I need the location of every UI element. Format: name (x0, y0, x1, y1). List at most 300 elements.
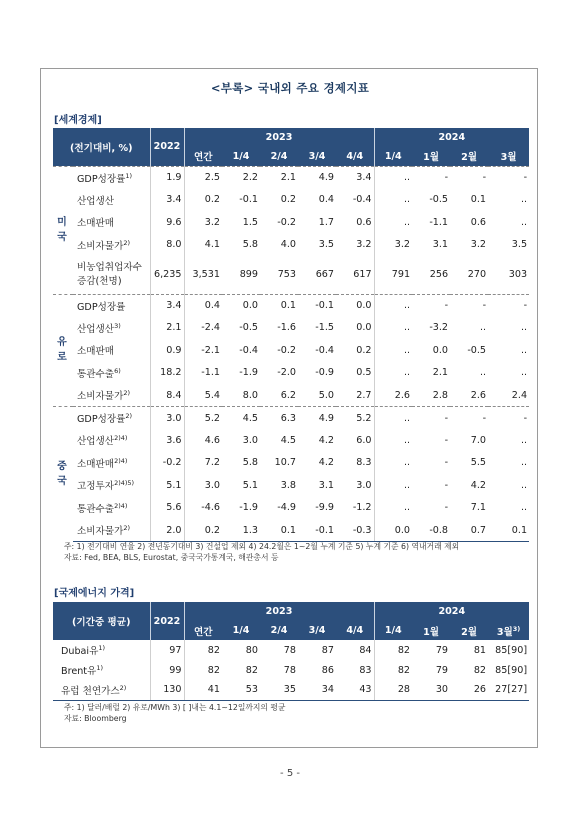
table-cell: 53 (222, 680, 260, 700)
energy-header-col-5 (374, 621, 412, 640)
table-cell: - (450, 407, 488, 430)
energy-header-col-text: 1월 (423, 626, 440, 638)
row-label-text: 소비자물가 (77, 391, 124, 402)
table-cell: 0.9 (150, 339, 184, 362)
table-cell: .. (374, 166, 412, 189)
table-cell: 2.6 (374, 384, 412, 407)
energy-header-2024: 2024 (374, 602, 529, 621)
energy-header-col-text: 2/4 (270, 625, 288, 636)
table-cell: 10.7 (274, 457, 296, 469)
table-cell: -0.8 (412, 519, 450, 542)
table-cell: -0.9 (315, 367, 334, 379)
table-cell: 78 (283, 644, 296, 656)
table-cell: 3.1 (318, 479, 334, 491)
energy-header-col-text: 4/4 (346, 625, 364, 636)
table-row (53, 429, 529, 452)
table-cell: 8.0 (242, 389, 258, 401)
table-cell: .. (374, 452, 412, 475)
table-cell: -9.9 (315, 502, 334, 514)
footnote-marker: 1) (96, 664, 103, 672)
table-cell: 83 (359, 664, 372, 676)
header-2023: 2023 (184, 128, 374, 147)
table-cell: 2.7 (356, 389, 372, 401)
table-cell: 34 (298, 680, 336, 700)
table-cell: 4.2 (470, 479, 487, 491)
table-cell: 82 (184, 640, 222, 660)
table-cell: -2.0 (277, 367, 296, 379)
table-cell: - (444, 457, 449, 469)
energy-source: 자료: Bloomberg (64, 714, 127, 723)
footnote-marker: 2) (119, 683, 127, 692)
table-cell: .. (374, 317, 412, 340)
table-cell: 0.1 (488, 519, 529, 542)
table-cell: 5.8 (242, 457, 258, 469)
world-source: 자료: Fed, BEA, BLS, Eurostat, 중국국가통계국, 해관총서 등 (64, 553, 279, 562)
energy-header-col-4 (336, 621, 374, 640)
table-cell: 0.0 (336, 294, 374, 317)
energy-header-col-0 (184, 621, 222, 640)
row-label-text: 비농업취업자수 (77, 261, 142, 273)
table-cell: 81 (473, 644, 487, 656)
table-cell: .. (520, 367, 528, 379)
table-cell: 0.0 (222, 294, 260, 317)
table-cell: - (488, 407, 529, 430)
table-cell: 5.8 (242, 239, 258, 251)
energy-header-col-3 (298, 621, 336, 640)
table-cell: 6,235 (150, 256, 184, 294)
header-2024: 2024 (374, 128, 529, 147)
row-label (73, 256, 150, 294)
table-cell: 82 (184, 660, 222, 680)
table-cell: 4.2 (318, 457, 334, 469)
footnote-marker: 3) (114, 321, 121, 330)
table-cell: -0.5 (239, 322, 258, 334)
table-cell: -0.4 (239, 344, 258, 356)
footnote-marker: 3) (512, 624, 521, 633)
table-cell: 82 (473, 664, 487, 676)
energy-header-col-text: 3월 (496, 626, 513, 638)
header-col-7: 2월 (450, 147, 488, 166)
table-row (53, 234, 529, 257)
table-cell: 4.5 (222, 407, 260, 430)
table-cell: 4.5 (280, 434, 296, 446)
row-label-text: 산업생산 (77, 323, 115, 335)
table-cell: 3.4 (150, 189, 184, 212)
footnote-marker: 2)4)5) (114, 479, 135, 488)
table-cell: 2.8 (432, 389, 449, 401)
table-cell: 3.8 (280, 479, 296, 491)
page-title: <부록> 국내외 주요 경제지표 (210, 81, 370, 95)
table-cell: 4.9 (298, 407, 336, 430)
row-label-text: GDP성장률 (77, 414, 126, 425)
row-label-text-line2: 증감(천명) (77, 275, 122, 287)
header-col-3: 3/4 (298, 147, 336, 166)
page-number: - 5 - (280, 768, 300, 779)
table-cell: -1.2 (352, 502, 372, 514)
table-cell: 82 (245, 664, 258, 676)
row-label-text: 산업생산 (77, 195, 115, 207)
world-footnote: 주: 1) 전기대비 연율 2) 전년동기대비 3) 건설업 제외 4) 24.2월은 1~2월 누계 기준 5) 누계 기준 6) 역내거래 제외 (64, 542, 460, 551)
table-cell: 1.7 (318, 216, 334, 228)
energy-header-col-text: 1/4 (232, 625, 250, 636)
table-cell: 0.1 (260, 294, 298, 317)
table-row (53, 294, 529, 317)
table-cell: - (488, 294, 529, 317)
table-row (53, 660, 529, 680)
table-cell: .. (374, 474, 412, 497)
table-cell: 0.7 (450, 519, 488, 542)
table-cell: - (412, 407, 450, 430)
table-cell: 97 (150, 640, 184, 660)
table-cell: 3.0 (242, 434, 258, 446)
table-cell: 18.2 (150, 362, 184, 385)
table-cell: .. (520, 434, 528, 446)
table-row (53, 339, 529, 362)
table-cell: 79 (435, 664, 449, 676)
table-cell: 791 (374, 256, 412, 294)
row-label (73, 189, 150, 212)
table-row (53, 519, 529, 542)
energy-header-col-1 (222, 621, 260, 640)
table-cell: 7.1 (470, 502, 487, 514)
table-cell: 7.0 (470, 434, 487, 446)
table-cell: .. (374, 429, 412, 452)
table-cell: .. (374, 294, 412, 317)
table-cell: 899 (239, 269, 258, 281)
table-cell: .. (374, 407, 412, 430)
table-cell: - (444, 434, 449, 446)
table-cell: -4.6 (184, 497, 222, 520)
table-cell: -0.2 (277, 344, 296, 356)
table-cell: 3.2 (184, 211, 222, 234)
table-cell: 5.4 (184, 384, 222, 407)
header-col-0: 연간 (184, 147, 222, 166)
energy-header-col-text: 연간 (193, 626, 213, 638)
table-cell: 4.9 (298, 166, 336, 189)
table-cell: - (488, 166, 529, 189)
table-cell: 2.1 (150, 317, 184, 340)
table-cell: .. (520, 502, 528, 514)
table-cell: 5.0 (318, 389, 334, 401)
table-cell: -0.1 (298, 519, 336, 542)
table-cell: - (450, 294, 488, 317)
table-cell: -0.5 (429, 194, 449, 206)
table-cell: 0.4 (318, 194, 334, 206)
table-cell: 0.5 (356, 367, 372, 379)
table-row (53, 256, 529, 294)
table-cell: 0.2 (356, 344, 372, 356)
row-label-text: 통관수출 (77, 368, 115, 380)
energy-footnote: 주: 1) 달러/배럴 2) 유로/MWh 3) [ ]내는 4.1~12일까지의 평균 (64, 703, 286, 712)
row-label (53, 680, 150, 700)
table-cell: -0.3 (336, 519, 374, 542)
row-label-text: 산업생산 (77, 436, 115, 448)
header-col-2: 2/4 (260, 147, 298, 166)
table-cell: .. (520, 194, 528, 206)
header-col-1: 1/4 (222, 147, 260, 166)
row-label (73, 362, 150, 385)
table-cell: 6.0 (356, 434, 372, 446)
table-row (53, 474, 529, 497)
table-cell: 1.3 (222, 519, 260, 542)
energy-header-col-6 (412, 621, 450, 640)
table-cell: -1.9 (239, 502, 258, 514)
row-label (73, 474, 150, 497)
table-cell: 256 (429, 269, 449, 281)
row-label (53, 660, 150, 680)
table-cell: 99 (150, 660, 184, 680)
table-cell: 7.2 (184, 452, 222, 475)
table-cell: 753 (277, 269, 296, 281)
footnote-marker: 2)4) (114, 501, 128, 510)
table-cell: 43 (336, 680, 374, 700)
row-label-text: 소비자물가 (77, 240, 124, 252)
table-cell: 2.4 (511, 389, 528, 401)
table-cell: 4.2 (318, 434, 334, 446)
table-cell: 82 (374, 660, 412, 680)
table-cell: 2.6 (470, 389, 487, 401)
table-cell: 2.1 (432, 367, 449, 379)
table-cell: 5.1 (242, 479, 258, 491)
table-cell: 3.6 (150, 429, 184, 452)
table-cell: 0.6 (470, 216, 487, 228)
row-label (73, 166, 150, 189)
table-cell: 270 (467, 269, 487, 281)
row-label-text: 고정투자 (77, 481, 115, 493)
row-label-text: 소매판매 (77, 458, 115, 470)
section-title-energy: [국제에너지 가격] (54, 588, 135, 599)
energy-header-unit-label: (기간중 평균) (53, 602, 150, 640)
footnote-marker: 2)4) (114, 456, 128, 465)
energy-header-col-7 (450, 621, 488, 640)
table-cell: -1.1 (429, 216, 449, 228)
row-label (73, 519, 150, 542)
row-label-text: GDP성장률 (77, 301, 126, 313)
table-cell: .. (374, 211, 412, 234)
table-cell: -0.2 (277, 216, 296, 228)
table-cell: -0.5 (467, 344, 487, 356)
table-cell: 3.0 (150, 407, 184, 430)
table-row (53, 640, 529, 660)
table-cell: 0.1 (470, 194, 487, 206)
table-row (53, 211, 529, 234)
table-cell: .. (479, 322, 487, 334)
table-cell: -3.2 (429, 322, 449, 334)
row-label (73, 407, 150, 430)
table-cell: 5.5 (470, 457, 487, 469)
world-economy-table (53, 128, 529, 542)
table-row (53, 680, 529, 700)
table-cell: 78 (283, 664, 296, 676)
table-cell: 0.4 (184, 294, 222, 317)
row-label-text: 유럽 천연가스 (61, 685, 120, 697)
table-cell: 86 (321, 664, 334, 676)
table-cell: 0.2 (184, 519, 222, 542)
table-cell: -1.5 (315, 322, 334, 334)
header-col-5: 1/4 (374, 147, 412, 166)
table-cell: 0.2 (280, 194, 296, 206)
row-label (73, 211, 150, 234)
table-row (53, 362, 529, 385)
table-cell: 85[90] (495, 644, 528, 656)
table-cell: 5.2 (184, 407, 222, 430)
table-cell: .. (520, 322, 528, 334)
table-row (53, 166, 529, 189)
table-cell: 5.6 (150, 497, 184, 520)
energy-header-2023: 2023 (184, 602, 374, 621)
table-cell: 84 (359, 644, 372, 656)
table-cell: 2.0 (150, 519, 184, 542)
table-cell: 6.2 (280, 389, 296, 401)
table-cell: 0.6 (356, 216, 372, 228)
table-cell: .. (520, 344, 528, 356)
energy-header-col-text: 1/4 (384, 625, 402, 636)
table-cell: 3.5 (318, 239, 334, 251)
table-cell: -1.9 (239, 367, 258, 379)
table-cell: 617 (353, 269, 372, 281)
row-label (73, 234, 150, 257)
table-cell: .. (374, 189, 412, 212)
table-cell: 0.0 (432, 344, 449, 356)
table-cell: -0.1 (298, 294, 336, 317)
table-cell: 26 (450, 680, 488, 700)
table-cell: 28 (374, 680, 412, 700)
table-row (53, 189, 529, 212)
table-cell: .. (520, 216, 528, 228)
table-cell: 27[27] (488, 680, 529, 700)
row-label-text: Dubai유 (61, 646, 99, 657)
energy-header-col-text: 3/4 (308, 625, 326, 636)
table-cell: 5.2 (336, 407, 374, 430)
table-cell: -0.2 (150, 452, 184, 475)
table-cell: .. (374, 339, 412, 362)
table-cell: 3.4 (150, 294, 184, 317)
energy-price-table (53, 602, 529, 701)
table-cell: 3.1 (432, 239, 449, 251)
table-cell: 8.3 (356, 457, 372, 469)
footnote-marker: 2) (123, 389, 131, 397)
row-label (73, 452, 150, 475)
table-cell: 0.1 (260, 519, 298, 542)
table-cell: 3.0 (356, 479, 372, 491)
table-cell: .. (479, 367, 487, 379)
row-label (73, 384, 150, 407)
table-cell: -0.4 (315, 344, 334, 356)
table-cell: 303 (508, 269, 528, 281)
table-cell: 4.0 (280, 239, 296, 251)
table-cell: 1.5 (242, 216, 258, 228)
energy-header-col-8 (488, 621, 529, 640)
section-title-world: [세계경제] (54, 115, 102, 126)
table-cell: 80 (245, 644, 258, 656)
row-label-text: 소매판매 (77, 346, 115, 358)
energy-header-col-2 (260, 621, 298, 640)
header-unit-label: (전기대비, %) (53, 128, 150, 166)
table-cell: 2.1 (260, 166, 298, 189)
table-cell: 2.5 (184, 166, 222, 189)
table-cell: .. (520, 479, 528, 491)
table-cell: 5.1 (150, 474, 184, 497)
row-label-text: 소매판매 (77, 218, 115, 230)
table-cell: 82 (374, 640, 412, 660)
row-label-text: 통관수출 (77, 503, 115, 515)
table-cell: .. (374, 497, 412, 520)
table-cell: 9.6 (150, 211, 184, 234)
header-2022: 2022 (150, 128, 184, 166)
footnote-marker: 1) (98, 644, 106, 652)
table-cell: .. (374, 362, 412, 385)
table-cell: - (412, 294, 450, 317)
table-row (53, 384, 529, 407)
table-cell: 3.2 (356, 239, 372, 251)
header-col-8: 3월 (488, 147, 529, 166)
footnote-marker: 2)4) (114, 434, 128, 443)
table-cell: 79 (435, 644, 449, 656)
table-cell: 1.9 (150, 166, 184, 189)
table-cell: .. (520, 457, 528, 469)
table-cell: - (450, 166, 488, 189)
table-row (53, 497, 529, 520)
table-cell: 8.0 (150, 234, 184, 257)
table-cell: 3,531 (184, 256, 222, 294)
table-cell: 3.4 (336, 166, 374, 189)
footnote-marker: 2) (123, 524, 131, 532)
table-cell: 8.4 (150, 384, 184, 407)
table-cell: 4.1 (184, 234, 222, 257)
row-label (73, 317, 150, 340)
footnote-marker: 2) (123, 238, 131, 247)
row-label (73, 339, 150, 362)
table-cell: -1.1 (184, 362, 222, 385)
table-cell: -4.9 (277, 502, 296, 514)
table-row (53, 452, 529, 475)
table-cell: 130 (150, 680, 184, 700)
footnote-marker: 6) (114, 366, 121, 375)
energy-header-2022: 2022 (150, 602, 184, 640)
table-row (53, 407, 529, 430)
table-cell: -2.4 (184, 317, 222, 340)
table-row (53, 317, 529, 340)
table-cell: - (444, 479, 449, 491)
table-cell: - (444, 502, 449, 514)
table-cell: 0.0 (374, 519, 412, 542)
group-label: 미 국 (53, 166, 73, 294)
table-cell: 667 (315, 269, 334, 281)
row-label-text: GDP성장률 (77, 173, 126, 185)
table-cell: 3.5 (511, 239, 528, 251)
row-label (53, 640, 150, 660)
energy-header-col-text: 2월 (461, 626, 478, 638)
table-cell: -1.6 (277, 322, 296, 334)
table-cell: 2.2 (222, 166, 260, 189)
row-label (73, 497, 150, 520)
row-label-text: 소비자물가 (77, 526, 124, 537)
table-cell: 87 (321, 644, 334, 656)
group-label: 유 로 (53, 294, 73, 407)
footnote-marker: 2) (125, 412, 133, 420)
table-cell: 3.0 (184, 474, 222, 497)
table-cell: 0.2 (184, 189, 222, 212)
table-cell: 4.6 (184, 429, 222, 452)
table-cell: 41 (184, 680, 222, 700)
table-cell: 3.2 (374, 234, 412, 257)
table-cell: -0.1 (239, 194, 258, 206)
row-label-text: Brent유 (61, 666, 97, 677)
row-label (73, 429, 150, 452)
table-cell: 6.3 (260, 407, 298, 430)
table-cell: 35 (260, 680, 298, 700)
table-cell: 85[90] (495, 664, 528, 676)
